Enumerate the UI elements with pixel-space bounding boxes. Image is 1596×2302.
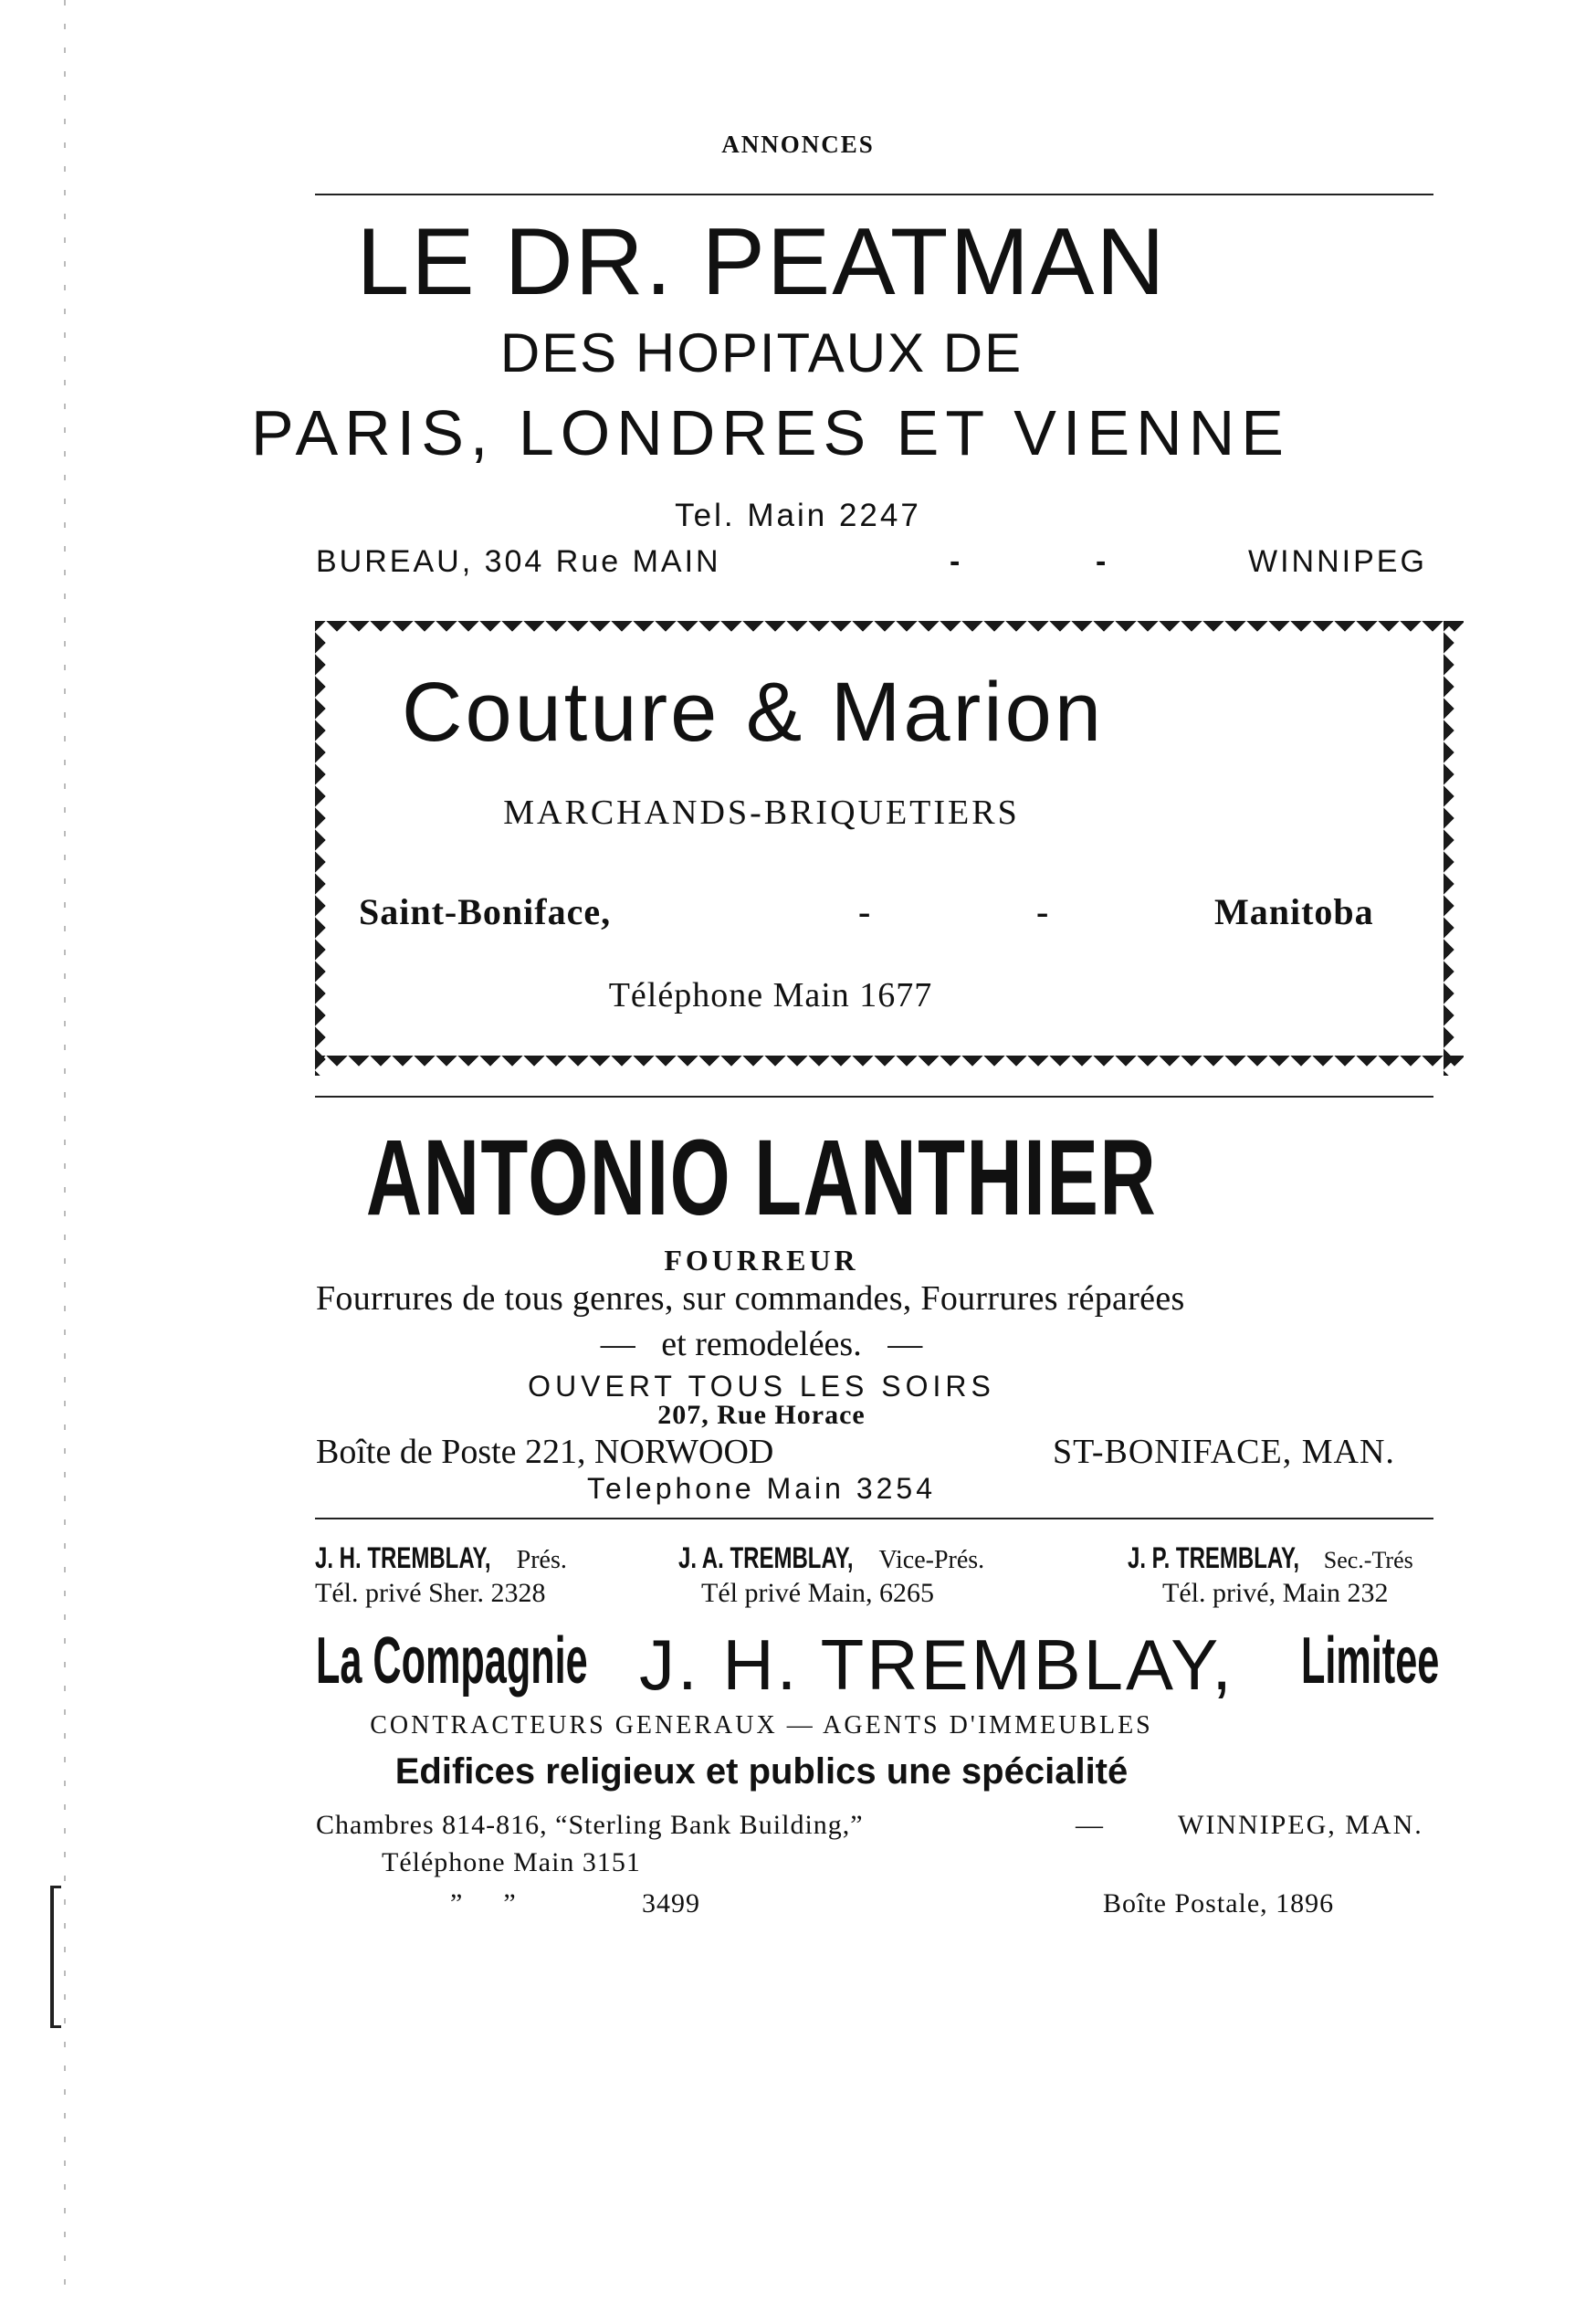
officer-2-phone: Tél privé Main, 6265 <box>701 1578 934 1608</box>
scan-bracket-mark <box>50 1886 61 2028</box>
peatman-phone: Tel. Main 2247 <box>675 498 921 533</box>
company-phone-2-number: 3499 <box>642 1888 700 1918</box>
lanthier-desc-1: Fourrures de tous genres, sur commandes, Fourrures réparées <box>316 1279 1185 1318</box>
lanthier-name: ANTONIO LANTHIER <box>365 1118 1158 1238</box>
officer-3 <box>1128 1541 1413 1575</box>
company-specialty: Edifices religieux et publics une spécialité <box>394 1751 1129 1792</box>
company-name: J. H. TREMBLAY, <box>639 1624 1234 1705</box>
officer-1-phone: Tél. privé Sher. 2328 <box>315 1578 546 1608</box>
lanthier-phone: Telephone Main 3254 <box>586 1472 936 1505</box>
lanthier-trade: FOURREUR <box>664 1244 859 1277</box>
company-prefix: La Compagnie <box>316 1624 588 1698</box>
company-phone-2-ditto: ” ” <box>450 1888 516 1918</box>
officer-1 <box>315 1541 567 1575</box>
officer-2-name: J. A. TREMBLAY, <box>678 1541 854 1574</box>
lanthier-street: 207, Rue Horace <box>657 1400 866 1430</box>
officer-3-role: Sec.-Trés <box>1323 1547 1413 1573</box>
zigzag-border-top <box>315 621 1464 641</box>
couture-trade: MARCHANDS-BRIQUETIERS <box>503 794 1020 832</box>
officer-1-name: J. H. TREMBLAY, <box>315 1541 491 1574</box>
zigzag-border-bottom <box>315 1056 1464 1076</box>
officer-2 <box>678 1541 984 1575</box>
company-office-city: WINNIPEG, MAN. <box>1178 1810 1423 1840</box>
company-po-box: Boîte Postale, 1896 <box>1103 1888 1335 1918</box>
peatman-dash-1: - <box>950 544 961 579</box>
peatman-name: LE DR. PEATMAN <box>356 209 1167 315</box>
header-rule <box>315 194 1433 195</box>
lanthier-desc-2: — et remodelées. — <box>600 1325 923 1363</box>
couture-place: Saint-Boniface, <box>359 891 612 932</box>
lanthier-city: ST-BONIFACE, MAN. <box>1053 1433 1395 1471</box>
peatman-dash-2: - <box>1096 544 1107 579</box>
officer-1-role: Prés. <box>516 1546 567 1574</box>
couture-phone: Téléphone Main 1677 <box>608 976 933 1014</box>
page-section-title: ANNONCES <box>721 131 875 158</box>
peatman-line1: DES HOPITAUX DE <box>499 322 1024 384</box>
couture-bottom-rule <box>315 1096 1433 1098</box>
lanthier-bottom-rule <box>315 1518 1433 1519</box>
peatman-line2: PARIS, LONDRES ET VIENNE <box>251 397 1290 468</box>
company-office: Chambres 814-816, “Sterling Bank Building,” <box>316 1810 864 1840</box>
officer-3-phone: Tél. privé, Main 232 <box>1162 1578 1389 1608</box>
peatman-address: BUREAU, 304 Rue MAIN <box>316 544 721 579</box>
officer-3-name: J. P. TREMBLAY, <box>1128 1541 1300 1574</box>
company-suffix: Limitee <box>1301 1624 1440 1698</box>
couture-province: Manitoba <box>1214 891 1374 932</box>
company-phone-1: Téléphone Main 3151 <box>382 1847 641 1877</box>
couture-name: Couture & Marion <box>402 666 1104 759</box>
couture-dash-2: - <box>1036 891 1049 932</box>
couture-dash-1: - <box>858 891 871 932</box>
company-services: CONTRACTEURS GENERAUX — AGENTS D'IMMEUBLES <box>370 1711 1153 1740</box>
officer-2-role: Vice-Prés. <box>878 1546 985 1574</box>
peatman-city: WINNIPEG <box>1248 544 1427 579</box>
lanthier-po-box: Boîte de Poste 221, NORWOOD <box>316 1433 774 1471</box>
lanthier-hours: OUVERT TOUS LES SOIRS <box>528 1370 995 1403</box>
company-office-dash: — <box>1076 1810 1103 1840</box>
